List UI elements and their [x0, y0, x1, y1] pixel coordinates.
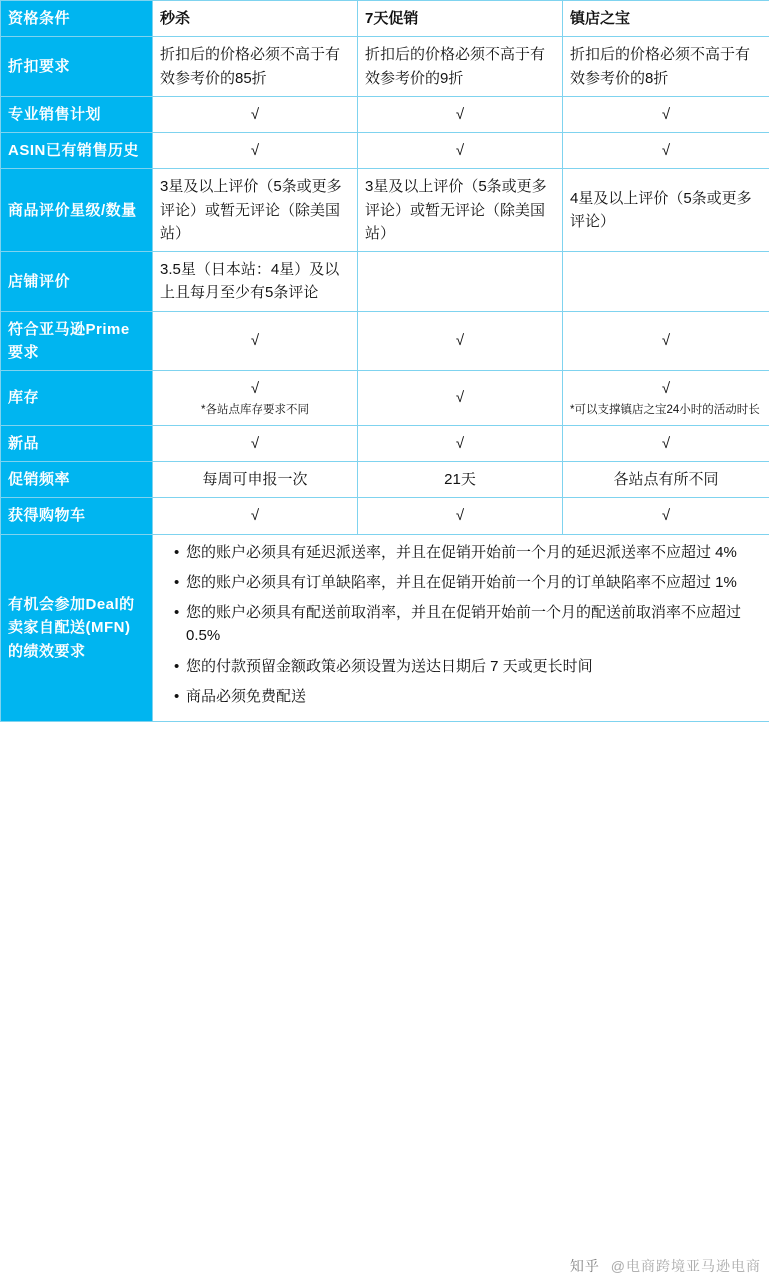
cell-prime-bd: √: [563, 311, 769, 371]
cell-store-rating-7d: [358, 252, 563, 312]
row-header-product-rating: 商品评价星级/数量: [1, 169, 153, 252]
cell-prime-ld: √: [153, 311, 358, 371]
cell-frequency-bd: 各站点有所不同: [563, 462, 769, 498]
cell-buybox-7d: √: [358, 498, 563, 534]
table-row: [1, 425, 769, 461]
table-row: [1, 169, 769, 252]
row-header-new-product: 新品: [1, 425, 153, 461]
table-row: [1, 371, 769, 426]
table-header-row: [1, 1, 769, 37]
row-header-inventory: 库存: [1, 371, 153, 426]
table-row: [1, 462, 769, 498]
table-footer-row: [1, 534, 769, 722]
row-header-store-rating: 店铺评价: [1, 252, 153, 312]
cell-discount-bd: 折扣后的价格必须不高于有效参考价的8折: [563, 37, 769, 97]
cell-asin-history-bd: √: [563, 133, 769, 169]
column-header-lightning-deal: 秒杀: [153, 1, 358, 37]
cell-product-rating-ld: 3星及以上评价（5条或更多评论）或暂无评论（除美国站）: [153, 169, 358, 252]
cell-new-product-7d: √: [358, 425, 563, 461]
row-header-buybox: 获得购物车: [1, 498, 153, 534]
row-header-frequency: 促销频率: [1, 462, 153, 498]
list-item: • 商品必须免费配送: [174, 685, 762, 708]
check-mark: √: [661, 380, 671, 397]
table-row: [1, 37, 769, 97]
cell-mfn-performance-requirements: [153, 534, 769, 722]
column-header-7day-deal: 7天促销: [358, 1, 563, 37]
table-row: [1, 252, 769, 312]
list-item: • 您的账户必须具有配送前取消率，并且在促销开始前一个月的配送前取消率不应超过 0.5%: [174, 601, 762, 648]
cell-discount-ld: 折扣后的价格必须不高于有效参考价的85折: [153, 37, 358, 97]
table-row: [1, 311, 769, 371]
cell-pro-plan-bd: √: [563, 96, 769, 132]
table-row: [1, 133, 769, 169]
cell-frequency-7d: 21天: [358, 462, 563, 498]
row-header-asin-history: ASIN已有销售历史: [1, 133, 153, 169]
cell-discount-7d: 折扣后的价格必须不高于有效参考价的9折: [358, 37, 563, 97]
row-header-prime: 符合亚马逊Prime要求: [1, 311, 153, 371]
row-header-pro-plan: 专业销售计划: [1, 96, 153, 132]
cell-product-rating-bd: 4星及以上评价（5条或更多评论）: [563, 169, 769, 252]
column-header-criteria: 资格条件: [1, 1, 153, 37]
cell-inventory-bd-note: *可以支撑镇店之宝24小时的活动时长: [570, 404, 760, 417]
row-header-mfn-performance: 有机会参加Deal的卖家自配送(MFN)的绩效要求: [1, 534, 153, 722]
watermark-site: 知乎: [569, 1258, 600, 1274]
cell-buybox-bd: √: [563, 498, 769, 534]
watermark: [570, 1256, 761, 1276]
list-item: • 您的账户必须具有订单缺陷率，并且在促销开始前一个月的订单缺陷率不应超过 1%: [174, 571, 762, 594]
list-item: • 您的付款预留金额政策必须设置为送达日期后 7 天或更长时间: [174, 655, 762, 678]
cell-new-product-ld: √: [153, 425, 358, 461]
cell-store-rating-ld: 3.5星（日本站：4星）及以上且每月至少有5条评论: [153, 252, 358, 312]
cell-inventory-bd: [563, 371, 769, 426]
cell-frequency-ld: 每周可申报一次: [153, 462, 358, 498]
cell-store-rating-bd: [563, 252, 769, 312]
watermark-user: @电商跨境亚马逊电商: [610, 1258, 761, 1274]
cell-product-rating-7d: 3星及以上评价（5条或更多评论）或暂无评论（除美国站）: [358, 169, 563, 252]
cell-inventory-7d: √: [358, 371, 563, 426]
check-mark: √: [250, 380, 260, 397]
cell-asin-history-7d: √: [358, 133, 563, 169]
requirement-list: [160, 541, 762, 709]
table-row: [1, 498, 769, 534]
cell-buybox-ld: √: [153, 498, 358, 534]
cell-prime-7d: √: [358, 311, 563, 371]
cell-inventory-ld: [153, 371, 358, 426]
cell-inventory-ld-note: *各站点库存要求不同: [201, 404, 309, 417]
table-row: [1, 96, 769, 132]
cell-asin-history-ld: √: [153, 133, 358, 169]
list-item: • 您的账户必须具有延迟派送率，并且在促销开始前一个月的延迟派送率不应超过 4%: [174, 541, 762, 564]
column-header-best-deal: 镇店之宝: [563, 1, 769, 37]
row-header-discount: 折扣要求: [1, 37, 153, 97]
cell-pro-plan-7d: √: [358, 96, 563, 132]
cell-pro-plan-ld: √: [153, 96, 358, 132]
cell-new-product-bd: √: [563, 425, 769, 461]
